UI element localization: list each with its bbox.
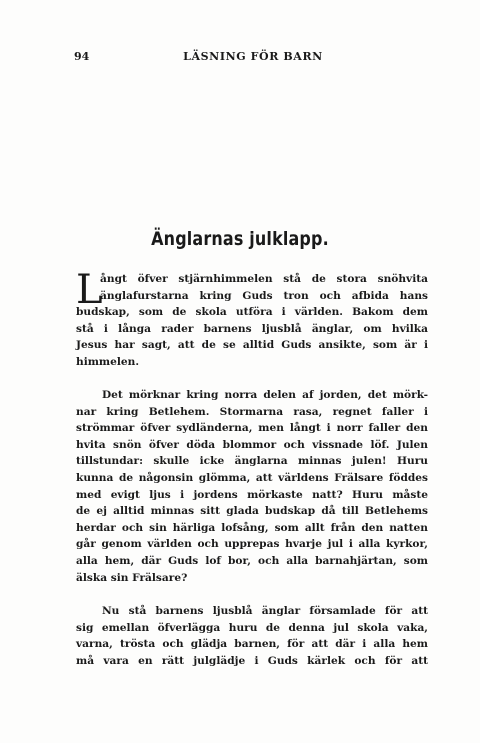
text-line: Jesus har sagt, att de se alltid Guds ansikte, som är i xyxy=(76,339,428,352)
text-line: Det mörknar kring norra delen af jorden, det mörk- xyxy=(102,389,428,401)
page-number: 94 xyxy=(74,50,90,63)
text-line: hvita snön öfver döda blommor och vissnade löf. Julen xyxy=(76,438,428,451)
text-line: stå i långa rader barnens ljusblå änglar, om hvilka xyxy=(76,322,428,335)
paragraph-3 xyxy=(76,603,428,669)
page-header xyxy=(74,50,432,66)
text-line: sig emellan öfverlägga huru de denna jul skola vaka, xyxy=(76,621,428,634)
text-line: med evigt ljus i jordens mörkaste natt? Huru måste xyxy=(76,488,428,501)
text-line: tillstundar: skulle icke änglarna minnas julen! Huru xyxy=(76,455,428,468)
text-line: ångt öfver stjärnhimmelen stå de stora snöhvita xyxy=(100,273,428,285)
text-line: strömmar öfver sydländerna, men långt i norr faller den xyxy=(76,422,428,435)
text-line: må vara en rätt julglädje i Guds kärlek och för att xyxy=(76,654,428,667)
text-line: herdar och sin härliga lofsång, som allt från den natten xyxy=(76,521,428,534)
text-line: nar kring Betlehem. Stormarna rasa, regnet faller i xyxy=(76,405,428,418)
text-line: budskap, som de skola utföra i världen. Bakom dem xyxy=(76,306,428,318)
text-line: älska sin Frälsare? xyxy=(76,571,188,584)
text-line: alla hem, där Guds lof bor, och alla barnahjärtan, som xyxy=(76,554,428,567)
drop-cap: L xyxy=(76,267,103,313)
paragraph-2 xyxy=(76,387,428,586)
text-line: Nu stå barnens ljusblå änglar församlade för att xyxy=(102,605,428,617)
text-line: de ej alltid minnas sitt glada budskap då till Betlehems xyxy=(76,505,428,518)
text-line: änglafurstarna kring Guds tron och afbida hans xyxy=(100,289,428,302)
paragraph-1-body xyxy=(76,304,428,370)
text-line: varna, trösta och glädja barnen, för att där i alla hem xyxy=(76,638,428,651)
text-line: himmelen. xyxy=(76,355,140,368)
text-line: kunna de någonsin glömma, att världens Frälsare föddes xyxy=(76,471,428,484)
chapter-title: Änglarnas julklapp. xyxy=(151,228,329,250)
running-head: LÄSNING FÖR BARN xyxy=(183,50,323,63)
paragraph-1-opening xyxy=(100,271,428,304)
text-line: går genom världen och upprepas hvarje jul i alla kyrkor, xyxy=(76,538,428,551)
